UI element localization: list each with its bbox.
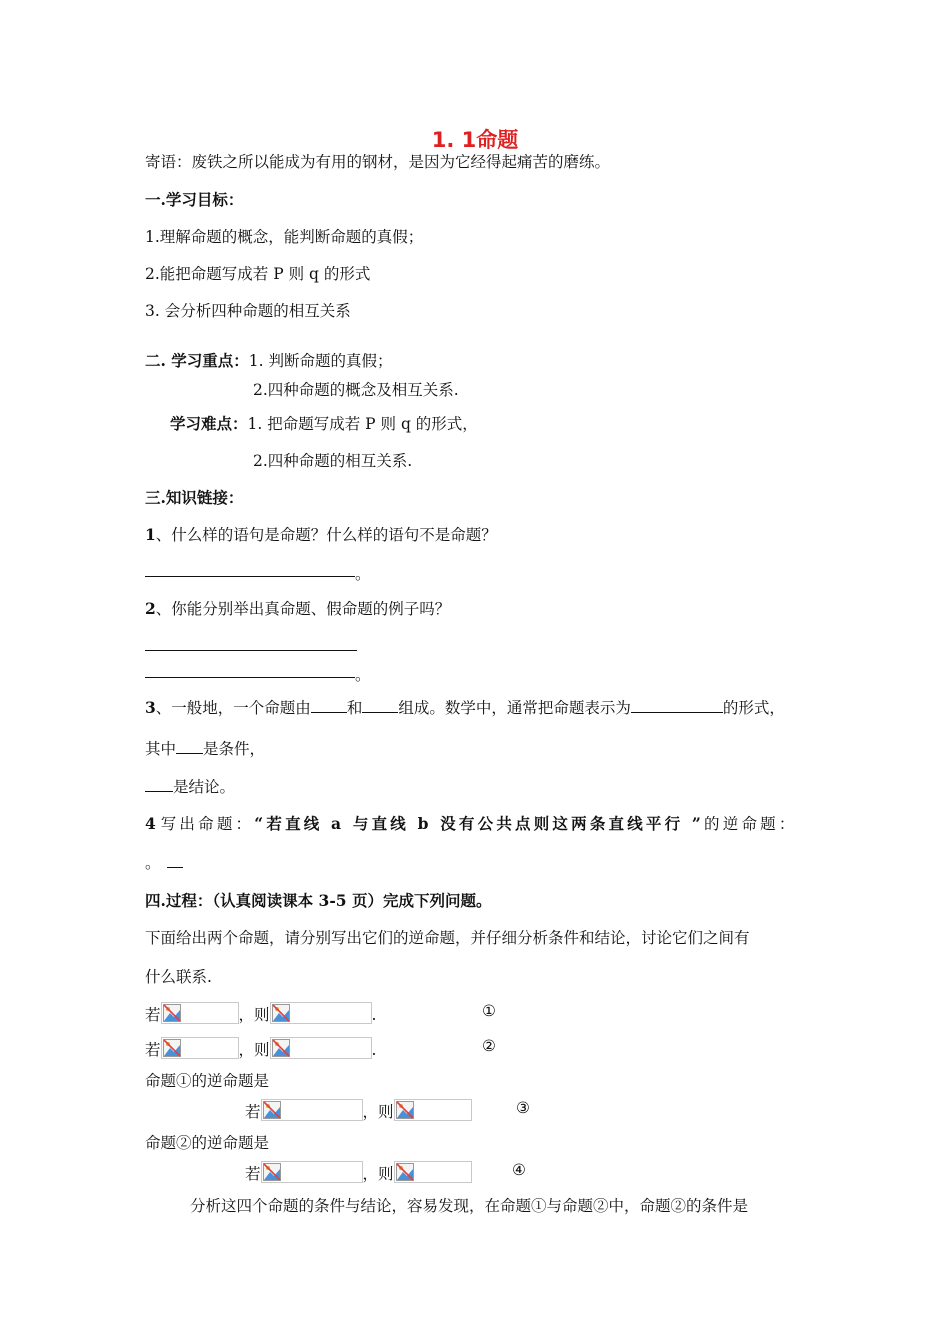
blank[interactable]	[362, 697, 398, 713]
blank[interactable]	[176, 738, 203, 754]
proposition-1: 若 ，则 .	[145, 1002, 376, 1025]
broken-image-icon	[272, 1039, 290, 1057]
process-heading: 四.过程：（认真阅读课本 3-5 页）完成下列问题。	[145, 891, 492, 910]
blank[interactable]	[167, 852, 183, 868]
blank[interactable]	[145, 776, 173, 792]
converse-label: 命题①的逆命题是	[145, 1072, 270, 1090]
converse-label: 命题②的逆命题是	[145, 1134, 270, 1152]
proposition-4: 若 ，则	[245, 1161, 472, 1184]
formula-image	[270, 1037, 372, 1059]
question-4-end: 。	[145, 851, 183, 873]
formula-image	[161, 1002, 239, 1024]
question-4: 4 写出命题：“若直线 a 与直线 b 没有公共点则这两条直线平行 ”的逆命题：	[145, 814, 798, 833]
keypoint-item: 2.四种命题的概念及相互关系.	[253, 381, 459, 399]
keypoints-heading: 二. 学习重点：	[145, 351, 249, 370]
difficulties-heading: 学习难点：	[170, 414, 248, 433]
proposition-2: 若 ，则 .	[145, 1037, 376, 1060]
circled-number: ④	[512, 1161, 526, 1179]
question-3: 3、一般地，一个命题由 和 组成。数学中，通常把命题表示为 的形式，	[145, 698, 785, 717]
broken-image-icon	[163, 1039, 181, 1057]
process-intro: 下面给出两个命题，请分别写出它们的逆命题，并仔细分析条件和结论，讨论它们之间有	[145, 929, 750, 947]
proposition-3: 若 ，则	[245, 1099, 472, 1122]
process-intro: 什么联系.	[145, 968, 212, 986]
answer-line[interactable]	[145, 576, 355, 577]
blank[interactable]	[311, 697, 347, 713]
difficulties-line-1	[170, 412, 478, 434]
blank[interactable]	[631, 697, 723, 713]
formula-image	[394, 1161, 472, 1183]
goal-item: 3. 会分析四种命题的相互关系	[145, 302, 351, 320]
keypoint-item: 1. 判断命题的真假；	[248, 352, 393, 370]
links-heading: 三.知识链接：	[145, 488, 244, 507]
motto: 寄语：废铁之所以能成为有用的钢材，是因为它经得起痛苦的磨练。	[145, 153, 611, 171]
broken-image-icon	[263, 1101, 281, 1119]
question-3-line-3: 是结论。	[145, 775, 235, 797]
broken-image-icon	[263, 1163, 281, 1181]
question-3-line-2: 其中 是条件，	[145, 740, 266, 758]
goal-item: 2.能把命题写成若 P 则 q 的形式	[145, 265, 371, 283]
difficulty-item: 1. 把命题写成若 P 则 q 的形式，	[247, 415, 478, 433]
broken-image-icon	[272, 1004, 290, 1022]
formula-image	[161, 1037, 239, 1059]
formula-image	[270, 1002, 372, 1024]
question-1: 1、什么样的语句是命题？什么样的语句不是命题？	[145, 525, 497, 544]
circled-number: ②	[482, 1037, 496, 1055]
circled-number: ③	[516, 1099, 530, 1117]
answer-line[interactable]	[145, 650, 357, 651]
analysis-text: 分析这四个命题的条件与结论，容易发现，在命题①与命题②中，命题②的条件是	[190, 1197, 749, 1215]
formula-image	[261, 1161, 363, 1183]
end-mark: 。	[355, 666, 371, 684]
broken-image-icon	[163, 1004, 181, 1022]
question-2: 2、你能分别举出真命题、假命题的例子吗？	[145, 599, 451, 618]
circled-number: ①	[482, 1002, 496, 1020]
broken-image-icon	[396, 1163, 414, 1181]
answer-line[interactable]	[145, 677, 355, 678]
keypoints-line-1	[145, 349, 393, 371]
end-mark: 。	[355, 565, 371, 583]
broken-image-icon	[396, 1101, 414, 1119]
goal-item: 1.理解命题的概念，能判断命题的真假；	[145, 228, 424, 246]
formula-image	[394, 1099, 472, 1121]
page-title: 1. 1命题	[431, 128, 519, 152]
formula-image	[261, 1099, 363, 1121]
difficulty-item: 2.四种命题的相互关系.	[253, 452, 413, 470]
goals-heading: 一.学习目标：	[145, 190, 244, 209]
